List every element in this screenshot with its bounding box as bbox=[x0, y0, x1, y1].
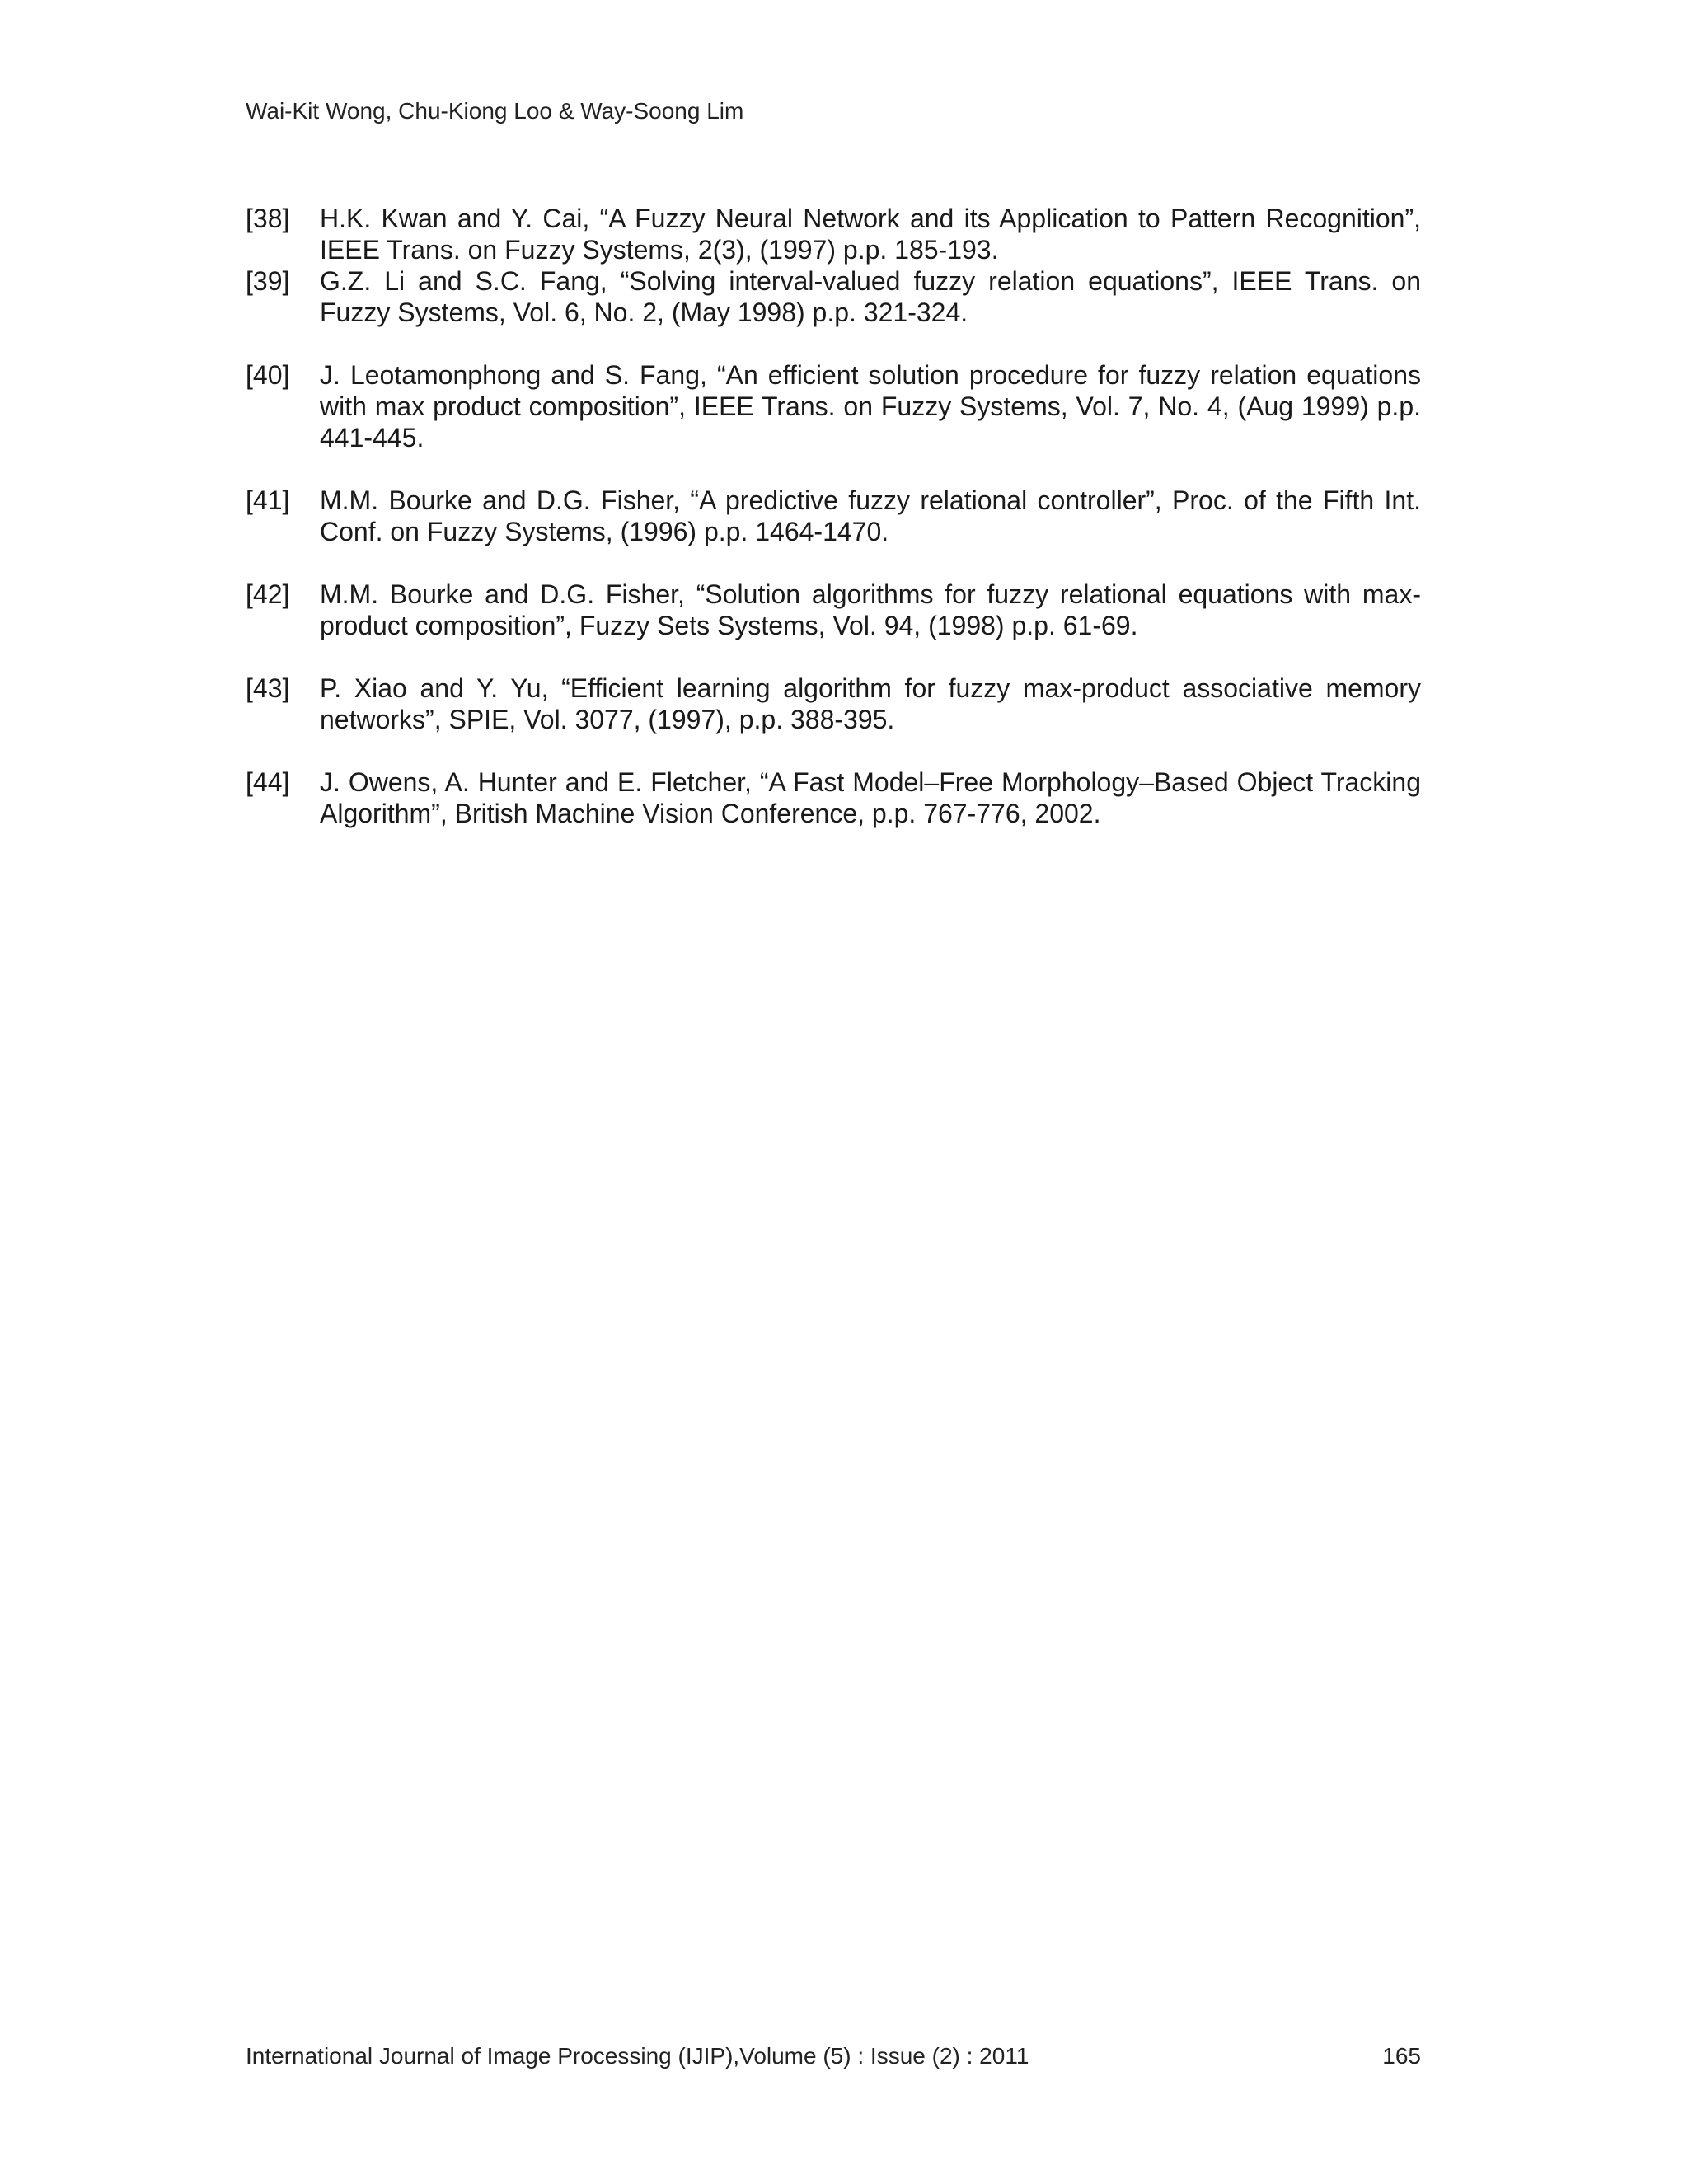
reference-item-38 bbox=[246, 203, 1421, 265]
footer-journal-citation: International Journal of Image Processing (IJIP),Volume (5) : Issue (2) : 2011 bbox=[246, 2043, 1029, 2069]
reference-text: M.M. Bourke and D.G. Fisher, “A predictive fuzzy relational controller”, Proc. of the Fifth Int. Conf. on Fuzzy Systems, (1996) p.p. 1464-1470. bbox=[320, 485, 1421, 546]
reference-number: [41] bbox=[246, 485, 290, 515]
page-number: 165 bbox=[1382, 2043, 1421, 2069]
reference-text: G.Z. Li and S.C. Fang, “Solving interval-valued fuzzy relation equations”, IEEE Trans. on Fuzzy Systems, Vol. 6, No. 2, (May 1998) p.p. 321-324. bbox=[320, 266, 1421, 327]
reference-number: [44] bbox=[246, 767, 290, 797]
reference-number: [38] bbox=[246, 204, 290, 233]
reference-text: H.K. Kwan and Y. Cai, “A Fuzzy Neural Network and its Application to Pattern Recognition”, IEEE Trans. on Fuzzy Systems, 2(3), (1997) p.p. 185-193. bbox=[320, 204, 1421, 265]
reference-text: P. Xiao and Y. Yu, “Efficient learning algorithm for fuzzy max-product associative memory networks”, SPIE, Vol. 3077, (1997), p.p. 388-395. bbox=[320, 673, 1421, 734]
reference-item-42 bbox=[246, 579, 1421, 641]
reference-text: M.M. Bourke and D.G. Fisher, “Solution algorithms for fuzzy relational equations with max-product composition”, Fuzzy Sets Systems, Vol. 94, (1998) p.p. 61-69. bbox=[320, 579, 1421, 640]
reference-text: J. Leotamonphong and S. Fang, “An efficient solution procedure for fuzzy relation equations with max product composition”, IEEE Trans. on Fuzzy Systems, Vol. 7, No. 4, (Aug 1999) p.p. 441-445. bbox=[320, 360, 1421, 452]
reference-text: J. Owens, A. Hunter and E. Fletcher, “A Fast Model–Free Morphology–Based Object Tracking Algorithm”, British Machine Vision Conference, p.p. 767-776, 2002. bbox=[320, 767, 1421, 828]
running-header-authors: Wai-Kit Wong, Chu-Kiong Loo & Way-Soong Lim bbox=[246, 98, 744, 124]
reference-number: [39] bbox=[246, 266, 290, 296]
reference-item-39 bbox=[246, 265, 1421, 328]
reference-list bbox=[246, 203, 1421, 829]
reference-item-41 bbox=[246, 485, 1421, 547]
reference-item-40 bbox=[246, 359, 1421, 453]
reference-number: [43] bbox=[246, 673, 290, 703]
reference-item-44 bbox=[246, 766, 1421, 829]
reference-number: [42] bbox=[246, 579, 290, 609]
reference-item-43 bbox=[246, 673, 1421, 735]
reference-number: [40] bbox=[246, 360, 290, 390]
